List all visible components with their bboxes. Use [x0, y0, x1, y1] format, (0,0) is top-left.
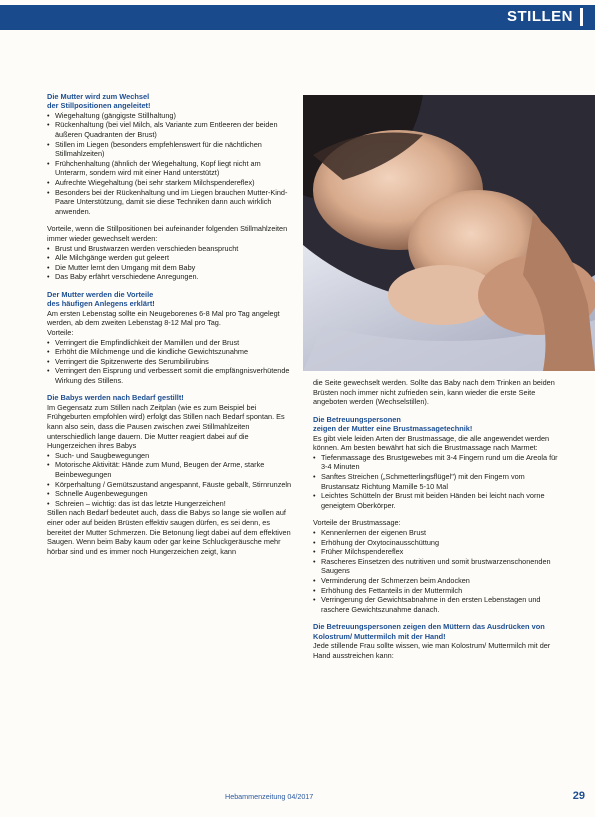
photo-illustration [303, 95, 595, 371]
list-item: • Leichtes Schütteln der Brust mit beiden Händen bei leicht nach vorne geneigtem Oberkörper. [313, 491, 559, 510]
list-item: • Stillen im Liegen (besonders empfehlenswert für die nächtlichen Stillmahlzeiten) [47, 140, 293, 159]
list-item: • Brust und Brustwarzen werden verschieden beansprucht [47, 244, 293, 254]
list-item: • Kennenlernen der eigenen Brust [313, 528, 559, 538]
paragraph: Am ersten Lebenstag sollte ein Neugeborenes 6-8 Mal pro Tag angelegt werden, ab dem zweiten Lebenstag 8-12 Mal pro Tag. [47, 308, 280, 328]
section-heading-massage: Die Betreuungspersonen zeigen der Mutter eine Brustmassagetechnik! [313, 414, 473, 434]
list-item: • Verminderung der Schmerzen beim Andocken [313, 576, 559, 586]
paragraph: Stillen nach Bedarf bedeutet auch, dass die Babys so lange sie wollen auf einer oder auf beiden Brüsten effektiv saugen dürfen, es sei denn, es bereitet der Mutter Schmerzen. Die Betonung liegt dabei auf dem effektiven Saugen. Wenn beim Baby kaum oder gar keine Schluckgeräusche mehr hörbar sind und es immer noch Hungerzeichen zeigt, kann [47, 508, 291, 556]
section-heading-hand-expression: Die Betreuungspersonen zeigen den Müttern das Ausdrücken von Kolostrum/ Muttermilch mit der Hand! [313, 622, 545, 641]
advantages-list [47, 244, 293, 282]
paragraph: Jede stillende Frau sollte wissen, wie man Kolostrum/ Muttermilch mit der Hand ausstreichen kann: [313, 641, 551, 660]
paragraph: die Seite gewechselt werden. Sollte das Baby nach dem Trinken an beiden Brüsten noch immer nicht zufrieden sein, kann wieder die erste Seite angeboten werden (Wechselstillen). [313, 378, 555, 407]
paragraph: Im Gegensatz zum Stillen nach Zeitplan (wie es zum Beispiel bei Frühgeburten empfohlen wird) erfolgt das Stillen nach Bedarf spontan. Es kann also sein, dass die Pausen zwischen zwei Stillmahlzeiten unterschiedlich lange dauern. Die Mutter reagiert dabei auf die Hungerzeichen ihres Babys [47, 402, 285, 451]
section-heading-positions: Die Mutter wird zum Wechsel der Stillpositionen angeleitet! [47, 92, 151, 111]
page-number: 29 [572, 790, 585, 802]
paragraph-label: Vorteile: [47, 327, 74, 337]
list-item: • Schreien – wichtig: das ist das letzte Hungerzeichen! [47, 499, 293, 509]
breastfeeding-photo [303, 95, 595, 371]
list-item: • Alle Milchgänge werden gut geleert [47, 253, 293, 263]
list-item: • Tiefenmassage des Brustgewebes mit 3-4 Fingern rund um die Areola für 3-4 Minuten [313, 453, 559, 472]
section-heading-on-demand: Die Babys werden nach Bedarf gestillt! [47, 393, 184, 403]
frequent-feeding-list [47, 338, 293, 386]
list-item: • Besonders bei der Rückenhaltung und im Liegen brauchen Mutter-Kind-Paare Unterstützung, damit sie diese Techniken dann auch wirklich anwenden. [47, 188, 293, 217]
list-item: • Erhöhung des Fettanteils in der Muttermilch [313, 586, 559, 596]
list-item: • Verringert die Empfindlichkeit der Mamillen und der Brust [47, 338, 293, 348]
list-item: • Erhöht die Milchmenge und die kindliche Gewichtszunahme [47, 347, 293, 357]
paragraph: Es gibt viele leiden Arten der Brustmassage, die alle angewendet werden können. Am besten bewährt hat sich die Brustmassage nach Marmet: [313, 433, 550, 453]
list-item: • Das Baby erfährt verschiedene Anregungen. [47, 272, 293, 282]
left-column [47, 92, 293, 556]
list-item: • Rückenhaltung (bei viel Milch, als Variante zum Entleeren der beiden äußeren Quadranten der Brust) [47, 120, 293, 139]
list-item: • Die Mutter lernt den Umgang mit dem Baby [47, 263, 293, 273]
list-item: • Körperhaltung / Gemütszustand angespannt, Fäuste geballt, Stirnrunzeln [47, 480, 293, 490]
list-item: • Schnelle Augenbewegungen [47, 489, 293, 499]
massage-advantages-list [313, 528, 559, 614]
journal-footer: Hebammenzeitung 04/2017 [225, 792, 314, 801]
list-item: • Such- und Saugbewegungen [47, 451, 293, 461]
list-item: • Erhöhung der Oxytocinausschüttung [313, 538, 559, 548]
list-item: • Früher Milchspendereflex [313, 547, 559, 557]
list-item: • Verringerung der Gewichtsabnahme in den ersten Lebenstagen und raschere Gewichtszunahme danach. [313, 595, 559, 614]
right-column [313, 378, 559, 660]
paragraph-label: Vorteile der Brustmassage: [313, 518, 401, 528]
section-title: STILLEN [507, 8, 573, 25]
section-header-bar [0, 5, 595, 30]
list-item: • Wiegehaltung (gängigste Stillhaltung) [47, 111, 293, 121]
list-item: • Verringert den Eisprung und verbessert somit die empfängnisverhütende Wirkung des Stillens. [47, 366, 293, 385]
section-heading-frequent-feeding: Der Mutter werden die Vorteile des häufigen Anlegens erklärt! [47, 289, 155, 309]
list-item: • Aufrechte Wiegehaltung (bei sehr starkem Milchspendereflex) [47, 178, 293, 188]
hunger-signs-list [47, 451, 293, 509]
paragraph: Vorteile, wenn die Stillpositionen bei aufeinander folgenden Stillmahlzeiten immer wieder gewechselt werden: [47, 224, 288, 243]
list-item: • Sanftes Streichen („Schmetterlingsflügel") mit den Fingern vom Brustansatz Richtung Mamille 5-10 Mal [313, 472, 559, 491]
list-item: • Verringert die Spitzenwerte des Serumbilirubins [47, 357, 293, 367]
positions-list [47, 111, 293, 217]
list-item: • Frühchenhaltung (ähnlich der Wiegehaltung, Kopf liegt nicht am Unterarm, sondern wird mit einer Hand unterstützt) [47, 159, 293, 178]
list-item: • Motorische Aktivität: Hände zum Mund, Beugen der Arme, starke Beinbewegungen [47, 460, 293, 479]
massage-steps-list [313, 453, 559, 511]
header-divider [580, 8, 583, 26]
list-item: • Rascheres Einsetzen des nutritiven und somit brustwarzenschonenden Saugens [313, 557, 559, 576]
